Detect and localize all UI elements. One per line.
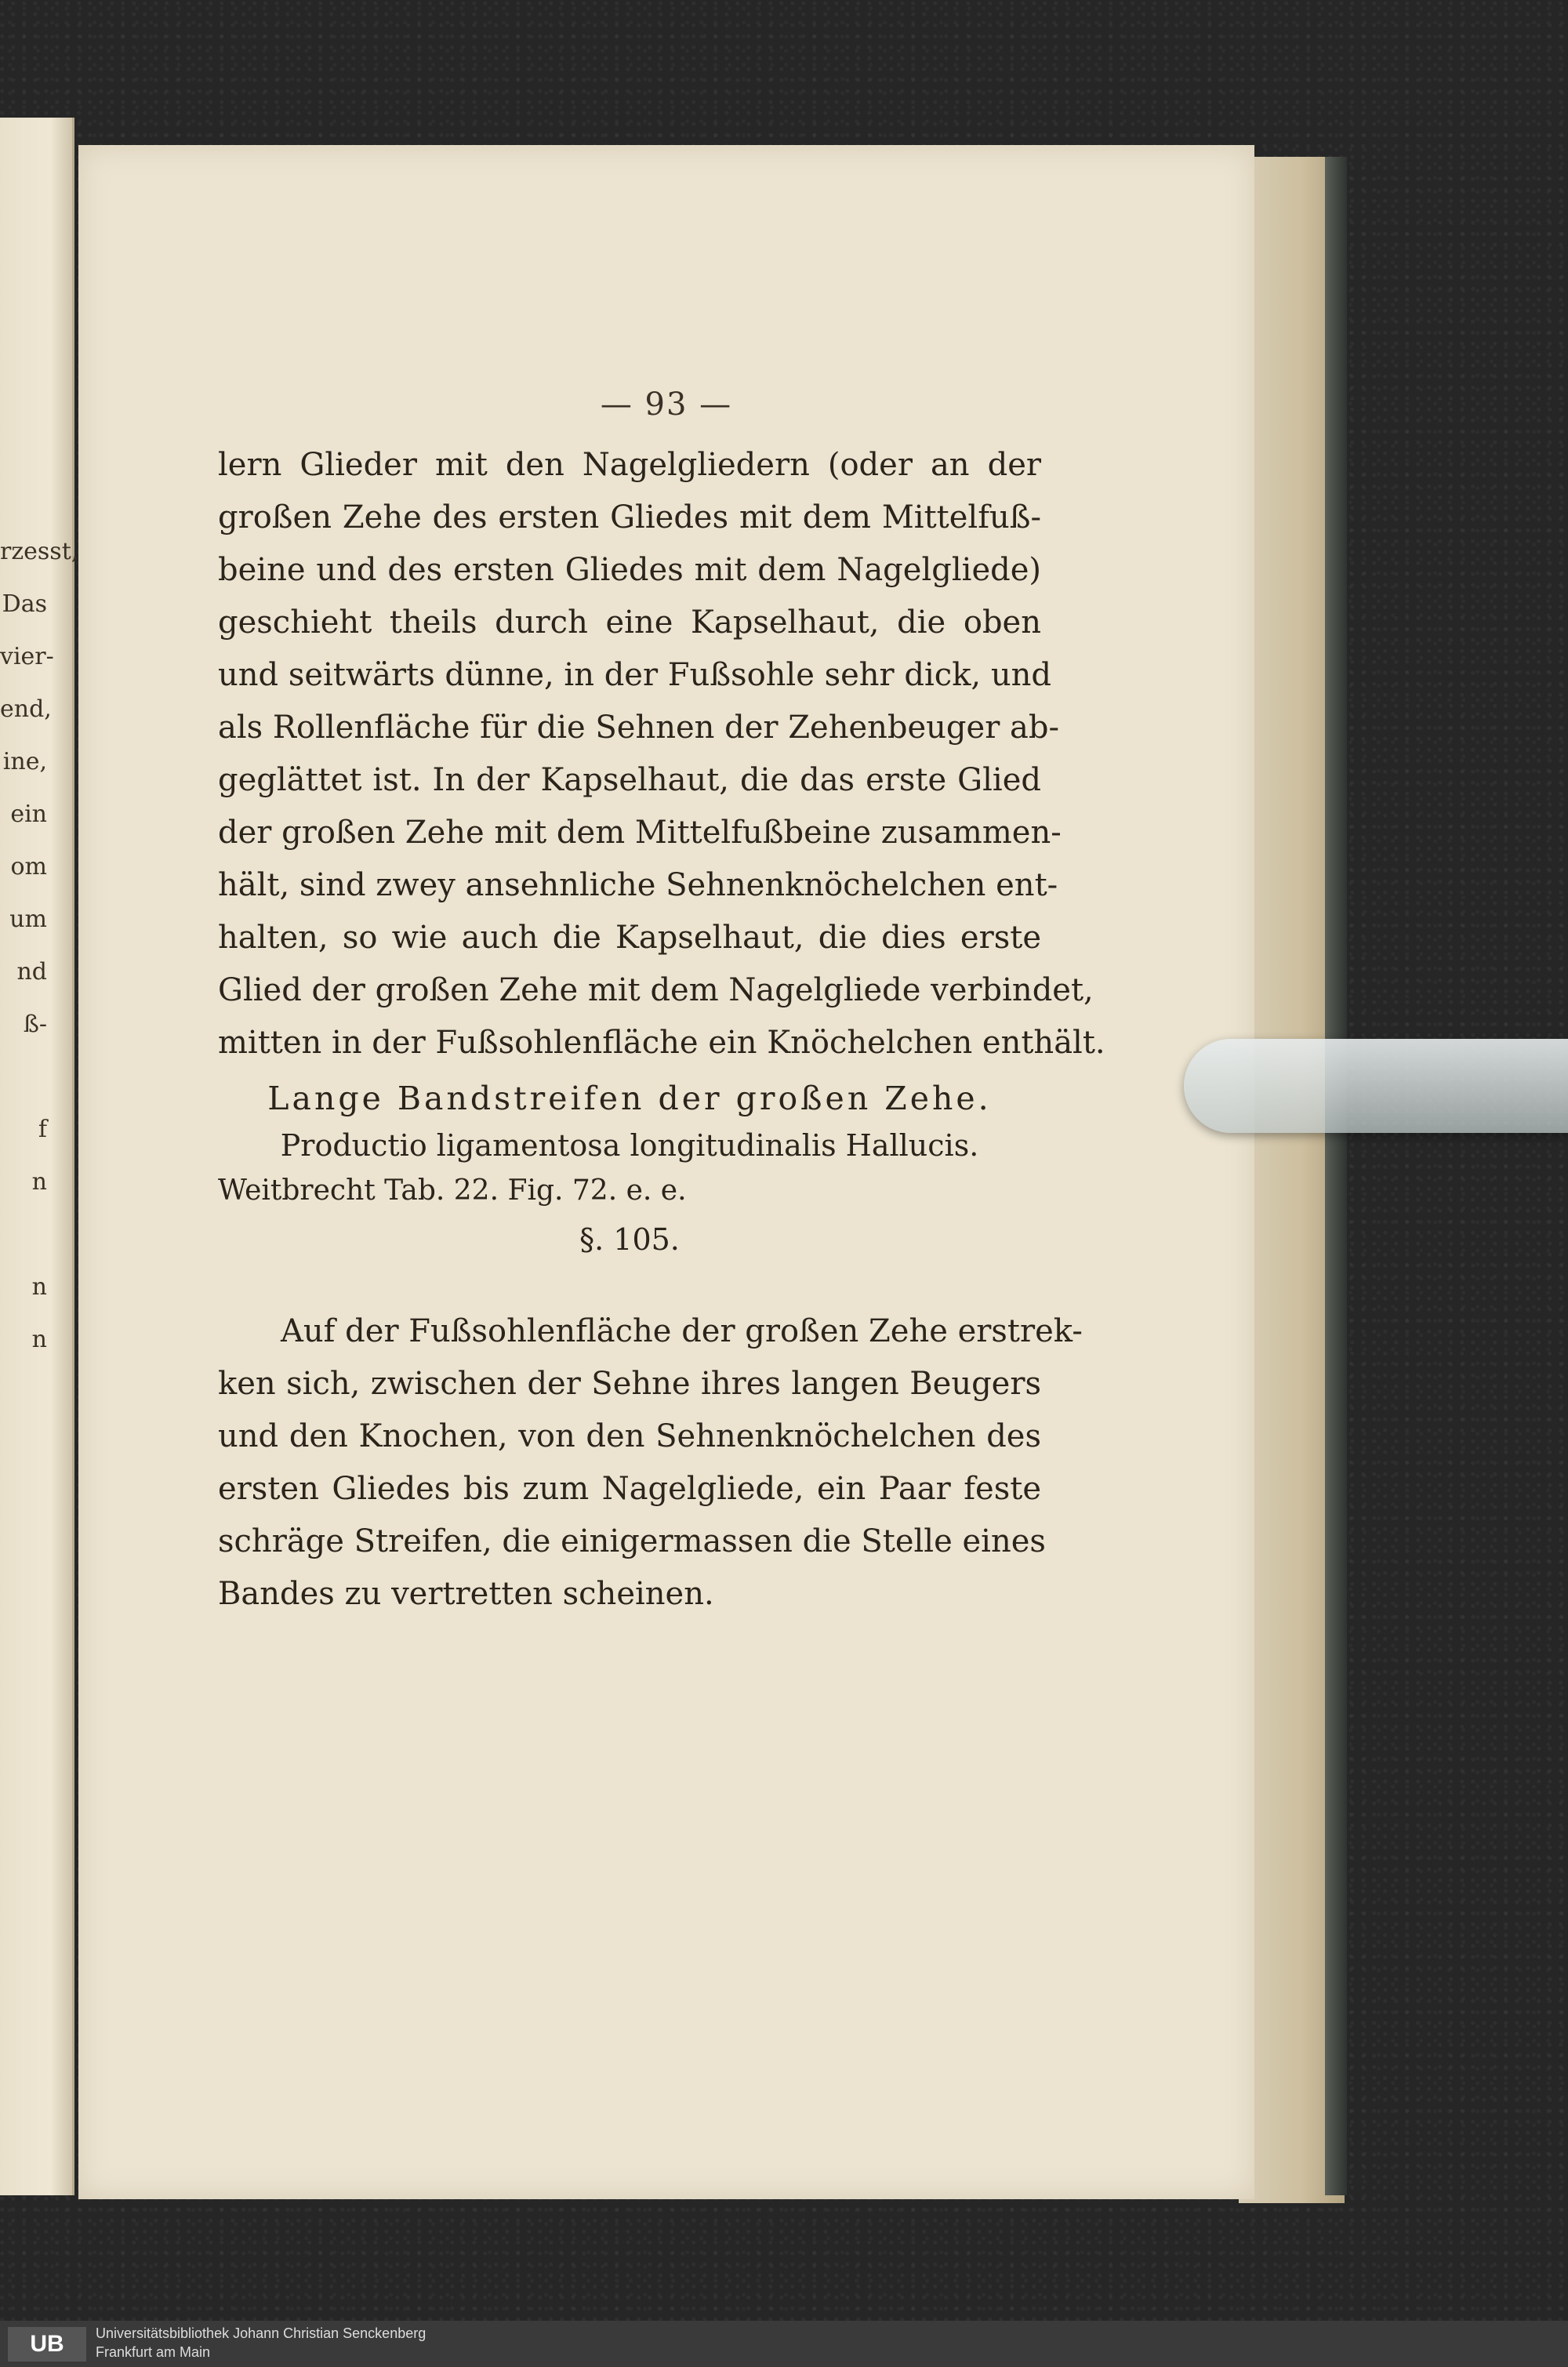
text-line: großen Zehe des ersten Gliedes mit dem Mittelfuß- bbox=[218, 499, 1041, 535]
section-heading: Lange Bandstreifen der großen Zehe. bbox=[267, 1080, 992, 1117]
left-facing-page bbox=[0, 118, 79, 2195]
text-line: schräge Streifen, die einigermassen die Stelle eines bbox=[218, 1523, 1046, 1559]
section-header bbox=[218, 1074, 1041, 1265]
text-line: geglättet ist. In der Kapselhaut, die das erste Glied bbox=[218, 762, 1041, 798]
ub-logo: UB bbox=[8, 2327, 86, 2362]
book-cover-edge bbox=[1325, 157, 1347, 2195]
left-page-fragment bbox=[0, 1051, 47, 1103]
left-page-fragment: ine, bbox=[2, 748, 47, 775]
text-line: mitten in der Fußsohlenfläche ein Knöchelchen enthält. bbox=[218, 1025, 1105, 1061]
left-page-fragment: nd bbox=[16, 958, 47, 986]
text-line: ken sich, zwischen der Sehne ihres langen Beugers bbox=[218, 1366, 1041, 1402]
page-number: — 93 — bbox=[600, 387, 733, 423]
left-page-fragment: end, bbox=[0, 695, 52, 723]
text-line: und den Knochen, von den Sehnenknöchelchen des bbox=[218, 1418, 1041, 1454]
left-page-fragment: vier- bbox=[0, 643, 54, 670]
text-line: lern Glieder mit den Nagelgliedern (oder an der bbox=[218, 447, 1041, 483]
text-line: ersten Gliedes bis zum Nagelgliede, ein Paar feste bbox=[218, 1471, 1041, 1507]
latin-title: Productio ligamentosa longitudinalis Hallucis. bbox=[280, 1128, 979, 1163]
text-line: beine und des ersten Gliedes mit dem Nagelgliede) bbox=[218, 552, 1041, 588]
text-line: Bandes zu vertretten scheinen. bbox=[218, 1576, 714, 1612]
text-line: als Rollenfläche für die Sehnen der Zehenbeuger ab- bbox=[218, 710, 1060, 746]
left-page-fragment: om bbox=[10, 853, 47, 880]
text-line: geschieht theils durch eine Kapselhaut, die oben bbox=[218, 604, 1041, 641]
library-footer bbox=[0, 2321, 1568, 2367]
left-page-fragment: n bbox=[31, 1273, 47, 1301]
left-page-text-fragments bbox=[0, 525, 79, 1366]
text-line: und seitwärts dünne, in der Fußsohle sehr dick, und bbox=[218, 657, 1051, 693]
glass-page-holder bbox=[1184, 1039, 1568, 1133]
left-page-fragment: n bbox=[31, 1168, 47, 1196]
left-page-fragment bbox=[0, 1208, 47, 1261]
left-page-fragment: Das bbox=[2, 590, 47, 618]
left-page-fragment: f bbox=[38, 1116, 47, 1143]
text-line: Auf der Fußsohlenfläche der großen Zehe erstrek- bbox=[281, 1313, 1083, 1349]
paragraph-1 bbox=[218, 439, 1105, 1069]
library-city: Frankfurt am Main bbox=[96, 2344, 211, 2360]
paragraph-2 bbox=[218, 1305, 1083, 1621]
text-line: hält, sind zwey ansehnliche Sehnenknöchelchen ent- bbox=[218, 867, 1058, 903]
left-page-fragment: n bbox=[31, 1326, 47, 1353]
text-line: halten, so wie auch die Kapselhaut, die dies erste bbox=[218, 920, 1041, 956]
text-line: Glied der großen Zehe mit dem Nagelgliede verbindet, bbox=[218, 972, 1094, 1008]
text-line: der großen Zehe mit dem Mittelfußbeine zusammen- bbox=[218, 815, 1062, 851]
reference-line: Weitbrecht Tab. 22. Fig. 72. e. e. bbox=[218, 1174, 687, 1207]
book-page bbox=[78, 145, 1254, 2199]
left-page-fragment: um bbox=[9, 906, 47, 933]
left-page-fragment: rzesst, bbox=[0, 538, 79, 565]
section-number: §. 105. bbox=[579, 1222, 680, 1257]
left-page-fragment: ein bbox=[10, 800, 47, 828]
library-name: Universitätsbibliothek Johann Christian Senckenberg bbox=[96, 2325, 426, 2341]
left-page-fragment: ß- bbox=[23, 1011, 47, 1038]
